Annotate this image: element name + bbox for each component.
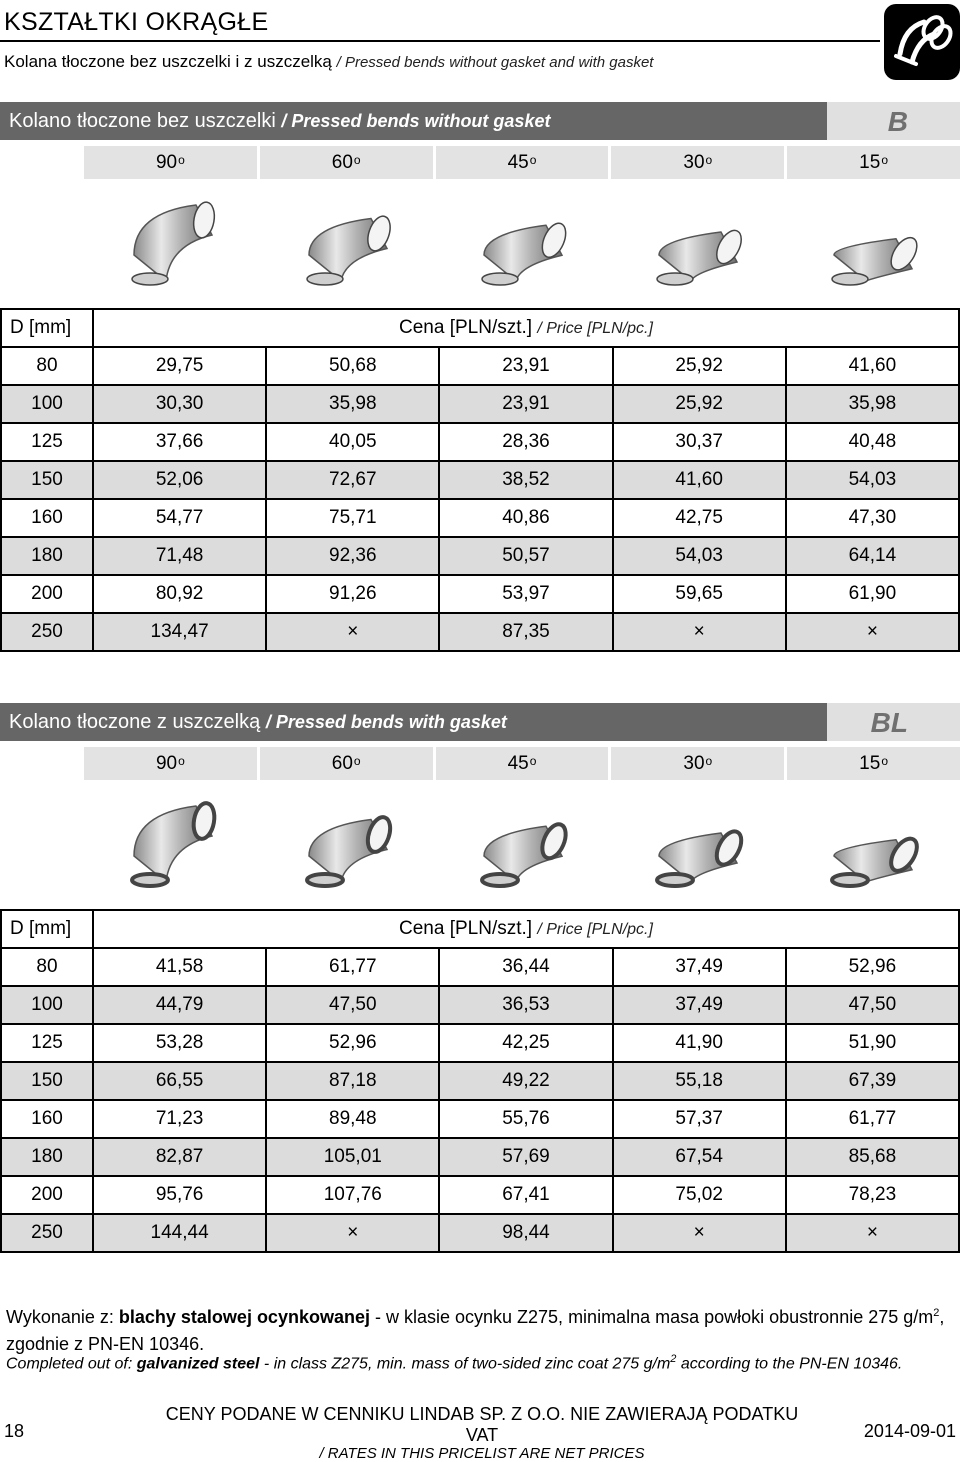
price-cell: 36,53	[439, 986, 612, 1024]
price-cell: 30,37	[613, 423, 786, 461]
degree-mark: o	[881, 153, 888, 167]
price-cell: 134,47	[93, 613, 266, 651]
price-cell: 47,50	[266, 986, 439, 1024]
bend-90-image	[84, 783, 259, 905]
degree-mark: o	[178, 153, 185, 167]
page-number: 18	[4, 1421, 25, 1441]
angle-row	[84, 747, 960, 780]
angle-value: 60	[331, 152, 353, 173]
section-with-gasket	[0, 703, 960, 1273]
note-sup: 2	[670, 1353, 677, 1365]
price-cell: 64,14	[786, 537, 959, 575]
price-cell: 50,57	[439, 537, 612, 575]
price-cell: 52,96	[786, 948, 959, 986]
note-material: blachy stalowej ocynkowanej	[118, 1307, 370, 1327]
page-title: KSZTAŁTKI OKRĄGŁE	[4, 8, 269, 36]
angle-value: 15	[859, 152, 881, 173]
angle-value: 90	[155, 753, 178, 774]
price-cell: 37,49	[613, 948, 786, 986]
degree-mark: o	[529, 153, 537, 167]
table-row	[1, 948, 959, 986]
table-row	[1, 1024, 959, 1062]
footer-line-pl: CENY PODANE W CENNIKU LINDAB SP. Z O.O. NIE ZAWIERAJĄ PODATKU VAT	[165, 1404, 799, 1445]
bend-45-image	[434, 783, 609, 905]
section-code-box	[827, 703, 960, 741]
note-text: - w klasie ocynku Z275, minimalna masa powłoki obustronnie 275 g/m	[369, 1307, 934, 1327]
price-cell: 67,41	[439, 1176, 612, 1214]
price-cell: 41,90	[613, 1024, 786, 1062]
price-label-en: / Price [PLN/pc.]	[537, 921, 653, 938]
bend-15-image	[785, 182, 960, 304]
section-without-gasket	[0, 102, 960, 672]
diameter-cell: 100	[1, 986, 93, 1024]
price-cell: 95,76	[93, 1176, 266, 1214]
price-label: Cena [PLN/szt.]	[399, 317, 538, 338]
price-cell: 51,90	[786, 1024, 959, 1062]
price-cell: 98,44	[439, 1214, 612, 1252]
price-table	[0, 308, 960, 652]
bend-60-image	[259, 783, 434, 905]
degree-mark: o	[705, 153, 713, 167]
note-text: , zgodnie z PN-EN 10346.	[6, 1307, 945, 1354]
diameter-cell: 250	[1, 1214, 93, 1252]
price-cell: 144,44	[93, 1214, 266, 1252]
page-subtitle	[4, 52, 653, 72]
material-note-pl	[6, 1300, 956, 1358]
price-cell: 57,69	[439, 1138, 612, 1176]
bend-30-image	[610, 783, 785, 905]
price-cell: 105,01	[266, 1138, 439, 1176]
price-cell: 75,02	[613, 1176, 786, 1214]
angle-cell	[787, 747, 960, 780]
price-cell: 71,48	[93, 537, 266, 575]
angle-cell	[611, 747, 784, 780]
diameter-cell: 150	[1, 461, 93, 499]
price-cell: 54,03	[786, 461, 959, 499]
bend-15-image	[785, 783, 960, 905]
price-cell: 92,36	[266, 537, 439, 575]
footer-vat-note	[148, 1404, 816, 1462]
section-header	[0, 703, 827, 741]
price-cell: 49,22	[439, 1062, 612, 1100]
diameter-cell: 80	[1, 347, 93, 385]
price-cell: 38,52	[439, 461, 612, 499]
section-title-pl: Kolano tłoczone bez uszczelki	[9, 110, 276, 132]
price-cell: 29,75	[93, 347, 266, 385]
price-cell: 35,98	[266, 385, 439, 423]
note-text: Completed out of:	[6, 1355, 137, 1373]
price-cell: 47,30	[786, 499, 959, 537]
price-cell: 66,55	[93, 1062, 266, 1100]
price-cell: 61,77	[786, 1100, 959, 1138]
price-cell: 61,90	[786, 575, 959, 613]
diameter-cell: 180	[1, 1138, 93, 1176]
bend-icon	[884, 4, 960, 80]
price-cell: 23,91	[439, 347, 612, 385]
price-cell: ×	[266, 613, 439, 651]
price-cell: 30,30	[93, 385, 266, 423]
column-header-price	[93, 309, 959, 347]
price-cell: 89,48	[266, 1100, 439, 1138]
price-cell: 42,75	[613, 499, 786, 537]
price-cell: 67,39	[786, 1062, 959, 1100]
price-cell: 54,77	[93, 499, 266, 537]
diameter-cell: 160	[1, 1100, 93, 1138]
angle-row	[84, 146, 960, 179]
angle-value: 90	[155, 152, 178, 173]
table-row	[1, 1138, 959, 1176]
table-row	[1, 347, 959, 385]
angle-cell	[787, 146, 960, 179]
angle-cell	[84, 146, 257, 179]
angle-value: 60	[331, 753, 353, 774]
price-cell: 107,76	[266, 1176, 439, 1214]
diameter-cell: 200	[1, 575, 93, 613]
table-row	[1, 1214, 959, 1252]
price-cell: 72,67	[266, 461, 439, 499]
price-label-en: / Price [PLN/pc.]	[537, 320, 653, 337]
price-cell: 25,92	[613, 385, 786, 423]
angle-value: 15	[859, 753, 881, 774]
table-row	[1, 1100, 959, 1138]
price-cell: 37,66	[93, 423, 266, 461]
angle-cell	[436, 146, 609, 179]
price-cell: 55,18	[613, 1062, 786, 1100]
note-sup: 2	[933, 1307, 940, 1319]
angle-value: 30	[683, 152, 705, 173]
price-cell: 57,37	[613, 1100, 786, 1138]
price-label: Cena [PLN/szt.]	[399, 918, 538, 939]
degree-mark: o	[353, 754, 361, 768]
price-cell: 61,77	[266, 948, 439, 986]
degree-mark: o	[353, 153, 361, 167]
price-cell: 85,68	[786, 1138, 959, 1176]
bend-30-image	[610, 182, 785, 304]
degree-mark: o	[881, 754, 888, 768]
price-cell: ×	[613, 613, 786, 651]
material-note-en	[6, 1353, 956, 1373]
diameter-cell: 100	[1, 385, 93, 423]
price-cell: 55,76	[439, 1100, 612, 1138]
price-cell: 91,26	[266, 575, 439, 613]
section-code: BL	[870, 707, 908, 738]
price-cell: ×	[266, 1214, 439, 1252]
degree-mark: o	[178, 754, 185, 768]
price-cell: 47,50	[786, 986, 959, 1024]
price-cell: ×	[786, 1214, 959, 1252]
section-title-en: / Pressed bends with gasket	[265, 712, 507, 732]
section-title-en: / Pressed bends without gasket	[281, 111, 551, 131]
angle-cell	[611, 146, 784, 179]
angle-cell	[260, 747, 433, 780]
price-cell: 87,35	[439, 613, 612, 651]
angle-value: 45	[507, 753, 529, 774]
price-cell: 23,91	[439, 385, 612, 423]
price-cell: 40,05	[266, 423, 439, 461]
price-cell: 54,03	[613, 537, 786, 575]
angle-cell	[260, 146, 433, 179]
table-row	[1, 499, 959, 537]
angle-value: 30	[683, 753, 705, 774]
price-cell: 28,36	[439, 423, 612, 461]
note-material: galvanized steel	[136, 1355, 260, 1373]
price-cell: ×	[613, 1214, 786, 1252]
product-image-row	[84, 783, 960, 905]
price-cell: 75,71	[266, 499, 439, 537]
price-cell: 52,96	[266, 1024, 439, 1062]
section-header	[0, 102, 827, 140]
price-cell: 37,49	[613, 986, 786, 1024]
subtitle-pl: Kolana tłoczone bez uszczelki i z uszczelką	[4, 52, 332, 71]
angle-value: 45	[507, 152, 529, 173]
price-cell: 40,48	[786, 423, 959, 461]
diameter-cell: 125	[1, 1024, 93, 1062]
title-rule	[0, 40, 880, 42]
price-cell: 50,68	[266, 347, 439, 385]
page-date: 2014-09-01	[863, 1421, 956, 1441]
table-row	[1, 575, 959, 613]
column-header-price	[93, 910, 959, 948]
price-cell: 41,60	[613, 461, 786, 499]
price-cell: 71,23	[93, 1100, 266, 1138]
table-row	[1, 986, 959, 1024]
price-cell: 41,60	[786, 347, 959, 385]
table-row	[1, 537, 959, 575]
angle-cell	[84, 747, 257, 780]
bend-90-image	[84, 182, 259, 304]
price-cell: 42,25	[439, 1024, 612, 1062]
table-row	[1, 423, 959, 461]
angle-cell	[436, 747, 609, 780]
diameter-cell: 125	[1, 423, 93, 461]
price-cell: 78,23	[786, 1176, 959, 1214]
diameter-cell: 250	[1, 613, 93, 651]
note-text: Wykonanie z:	[6, 1307, 119, 1327]
table-row	[1, 1062, 959, 1100]
column-header-d: D [mm]	[1, 309, 93, 347]
price-cell: 53,97	[439, 575, 612, 613]
footer-line-en: / RATES IN THIS PRICELIST ARE NET PRICES	[319, 1445, 645, 1462]
table-row	[1, 613, 959, 651]
price-cell: 41,58	[93, 948, 266, 986]
price-cell: 53,28	[93, 1024, 266, 1062]
table-header-row	[1, 309, 959, 347]
price-cell: 35,98	[786, 385, 959, 423]
diameter-cell: 80	[1, 948, 93, 986]
section-title-pl: Kolano tłoczone z uszczelką	[9, 711, 261, 733]
price-cell: 44,79	[93, 986, 266, 1024]
diameter-cell: 150	[1, 1062, 93, 1100]
subtitle-en: / Pressed bends without gasket and with gasket	[336, 54, 654, 71]
price-cell: 59,65	[613, 575, 786, 613]
price-cell: 52,06	[93, 461, 266, 499]
price-cell: 25,92	[613, 347, 786, 385]
table-header-row	[1, 910, 959, 948]
price-cell: 67,54	[613, 1138, 786, 1176]
price-cell: 36,44	[439, 948, 612, 986]
price-cell: 80,92	[93, 575, 266, 613]
diameter-cell: 160	[1, 499, 93, 537]
diameter-cell: 200	[1, 1176, 93, 1214]
price-cell: ×	[786, 613, 959, 651]
table-row	[1, 461, 959, 499]
bend-45-image	[434, 182, 609, 304]
table-row	[1, 1176, 959, 1214]
price-cell: 40,86	[439, 499, 612, 537]
bend-60-image	[259, 182, 434, 304]
price-cell: 82,87	[93, 1138, 266, 1176]
note-text: according to the PN-EN 10346.	[676, 1355, 903, 1373]
diameter-cell: 180	[1, 537, 93, 575]
product-image-row	[84, 182, 960, 304]
price-table	[0, 909, 960, 1253]
degree-mark: o	[529, 754, 537, 768]
section-code-box	[827, 102, 960, 140]
table-row	[1, 385, 959, 423]
note-text: - in class Z275, min. mass of two-sided zinc coat 275 g/m	[259, 1355, 671, 1373]
column-header-d: D [mm]	[1, 910, 93, 948]
degree-mark: o	[705, 754, 713, 768]
section-code: B	[887, 106, 908, 137]
price-cell: 87,18	[266, 1062, 439, 1100]
